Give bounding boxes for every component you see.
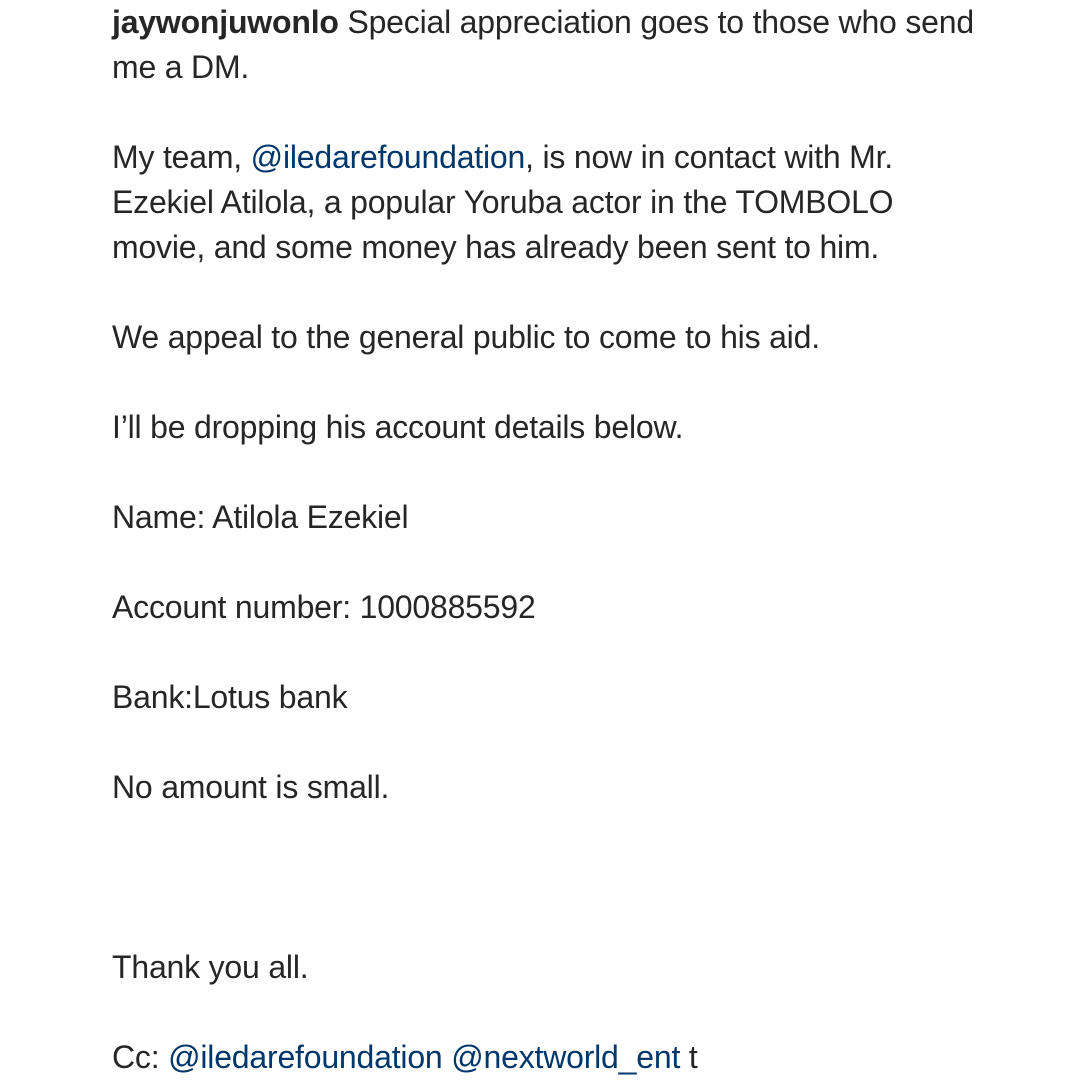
account-name-line: Name: Atilola Ezekiel bbox=[112, 499, 409, 535]
cc-prefix-text: Cc: bbox=[112, 1039, 169, 1075]
mention-iledarefoundation[interactable]: @iledarefoundation bbox=[250, 139, 526, 175]
caption-intro-paragraph bbox=[112, 0, 992, 90]
cc-trailing-text: t bbox=[680, 1039, 698, 1075]
team-suffix-text: , is now in contact with Mr. Ezekiel Atilola, a popular Yoruba actor in the TOMBOLO movie, and some money has already been sent to him. bbox=[112, 139, 894, 265]
team-prefix-text: My team, bbox=[112, 139, 251, 175]
dropping-paragraph: I’ll be dropping his account details below. bbox=[112, 409, 684, 445]
account-number-line: Account number: 1000885592 bbox=[112, 589, 536, 625]
post-caption bbox=[112, 0, 992, 1080]
thanks-paragraph: Thank you all. bbox=[112, 949, 309, 985]
no-amount-paragraph: No amount is small. bbox=[112, 769, 390, 805]
intro-text: Special appreciation goes to those who send me a DM. bbox=[112, 4, 974, 85]
cc-paragraph bbox=[112, 1035, 992, 1080]
author-username[interactable]: jaywonjuwonlo bbox=[112, 4, 339, 40]
mention-nextworld-ent[interactable]: @nextworld_ent bbox=[451, 1039, 681, 1075]
appeal-paragraph: We appeal to the general public to come to his aid. bbox=[112, 319, 820, 355]
team-paragraph bbox=[112, 135, 992, 270]
bank-line: Bank:Lotus bank bbox=[112, 679, 348, 715]
mention-iledarefoundation-cc[interactable]: @iledarefoundation bbox=[168, 1039, 443, 1075]
